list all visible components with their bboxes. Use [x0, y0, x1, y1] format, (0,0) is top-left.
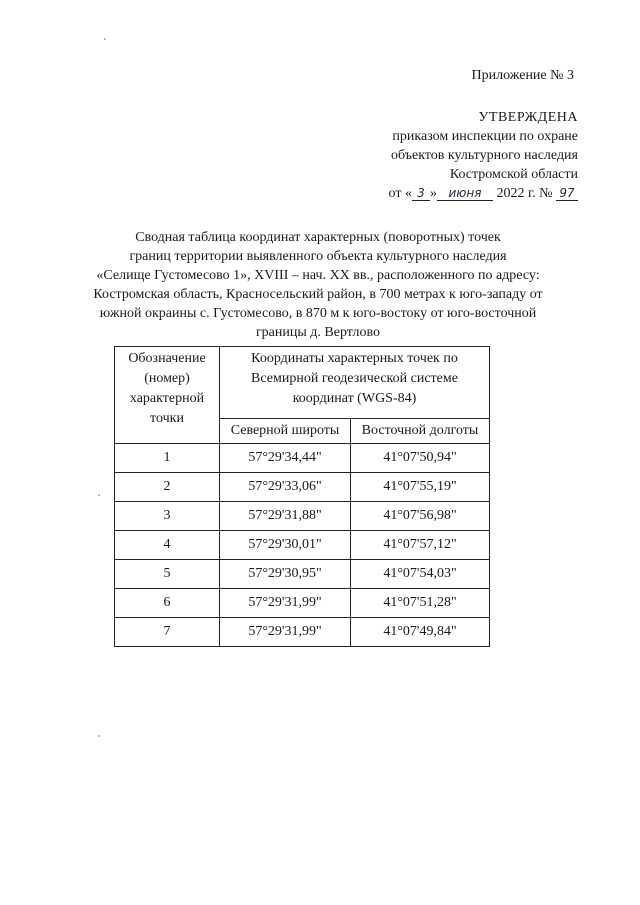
- latitude-cell: 57°29'31,99": [220, 589, 351, 618]
- handwritten-day: 3: [412, 186, 430, 201]
- scan-speck: [104, 38, 106, 40]
- longitude-cell: 41°07'57,12": [351, 531, 490, 560]
- coordinates-table-wrapper: [114, 346, 490, 647]
- header-point-id: [115, 347, 220, 444]
- longitude-cell: 41°07'50,94": [351, 444, 490, 473]
- handwritten-month: июня: [437, 186, 493, 201]
- longitude-cell: 41°07'51,28": [351, 589, 490, 618]
- order-mid: »: [429, 186, 437, 201]
- approval-line: объектов культурного наследия: [390, 148, 578, 163]
- scan-speck: [98, 735, 100, 737]
- table-title: [60, 228, 576, 342]
- table-row: [115, 531, 490, 560]
- title-line: южной окраины с. Густомесово, в 870 м к юго-востоку от юго-восточной: [99, 306, 537, 321]
- header-coords-line: Координаты характерных точек по: [251, 351, 458, 366]
- table-row: [115, 560, 490, 589]
- table-row: [115, 502, 490, 531]
- latitude-cell: 57°29'31,88": [220, 502, 351, 531]
- header-id-line: Обозначение: [128, 351, 206, 366]
- header-coordinates: [220, 347, 490, 419]
- latitude-cell: 57°29'30,95": [220, 560, 351, 589]
- table-row: [115, 473, 490, 502]
- point-id: 7: [115, 618, 220, 647]
- header-longitude: Восточной долготы: [351, 418, 490, 443]
- longitude-cell: 41°07'49,84": [351, 618, 490, 647]
- longitude-cell: 41°07'56,98": [351, 502, 490, 531]
- order-year: 2022 г. №: [496, 186, 553, 201]
- latitude-cell: 57°29'30,01": [220, 531, 351, 560]
- point-id: 4: [115, 531, 220, 560]
- title-line: границы д. Вертлово: [255, 325, 381, 340]
- order-date-number: [318, 184, 578, 203]
- latitude-cell: 57°29'33,06": [220, 473, 351, 502]
- coordinates-table: [114, 346, 490, 647]
- scan-speck: [98, 494, 100, 496]
- approval-line: Костромской области: [449, 167, 578, 182]
- approval-block: [318, 108, 578, 203]
- header-coords-line: координат (WGS-84): [292, 391, 417, 406]
- title-line: Сводная таблица координат характерных (поворотных) точек: [135, 230, 501, 245]
- point-id: 1: [115, 444, 220, 473]
- latitude-cell: 57°29'31,99": [220, 618, 351, 647]
- point-id: 6: [115, 589, 220, 618]
- header-id-line: точки: [150, 411, 184, 426]
- point-id: 2: [115, 473, 220, 502]
- title-line: «Селище Густомесово 1», XVIII – нач. XX вв., расположенного по адресу:: [96, 268, 540, 283]
- table-row: [115, 444, 490, 473]
- point-id: 5: [115, 560, 220, 589]
- longitude-cell: 41°07'54,03": [351, 560, 490, 589]
- handwritten-order-number: 97: [556, 186, 578, 201]
- point-id: 3: [115, 502, 220, 531]
- header-id-line: (номер): [144, 371, 190, 386]
- title-line: Костромская область, Красносельский район, в 700 метрах к юго-западу от: [93, 287, 543, 302]
- table-row: [115, 589, 490, 618]
- order-from: от «: [388, 186, 412, 201]
- title-line: границ территории выявленного объекта культурного наследия: [129, 249, 507, 264]
- approval-line: приказом инспекции по охране: [392, 129, 578, 144]
- header-id-line: характерной: [129, 391, 205, 406]
- approval-title: УТВЕРЖДЕНА: [478, 110, 578, 125]
- longitude-cell: 41°07'55,19": [351, 473, 490, 502]
- table-row: [115, 618, 490, 647]
- appendix-label: Приложение № 3: [471, 68, 574, 83]
- header-coords-line: Всемирной геодезической системе: [251, 371, 458, 386]
- header-latitude: Северной широты: [220, 418, 351, 443]
- latitude-cell: 57°29'34,44": [220, 444, 351, 473]
